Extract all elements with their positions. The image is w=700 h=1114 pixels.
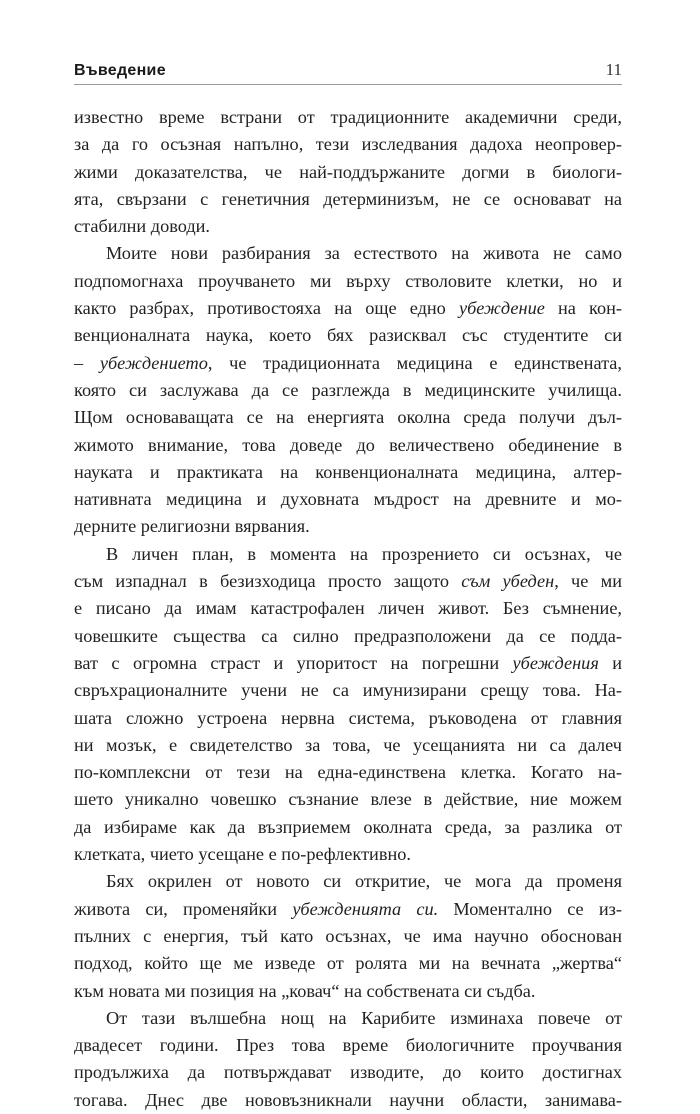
emphasis: убеждения xyxy=(512,652,599,673)
text-line: жимото внимание, това доведе до величествено обединение в xyxy=(74,434,622,455)
text-line: двадесет години. През това време биологичните проучвания xyxy=(74,1035,622,1056)
text-line: От тази вълшебна нощ на Карибите изминаха повече от xyxy=(106,1007,622,1028)
text-line: тогава. Днес две нововъзникнали научни области, занимава- xyxy=(74,1089,622,1110)
text-line: нативната медицина и духовната мъдрост на древните и мо- xyxy=(74,489,622,510)
text-line: както разбрах, противостояха на още едно убеждение на кон- xyxy=(74,298,622,319)
section-title: Въведение xyxy=(74,62,166,79)
text-line: към новата ми позиция на „ковач“ на собствената си съдба. xyxy=(74,980,536,1001)
emphasis: убеждението xyxy=(99,352,208,373)
page-number: 11 xyxy=(605,60,622,79)
text-line: пълних с енергия, тъй като осъзнах, че има научно обоснован xyxy=(74,925,622,946)
body-text xyxy=(74,104,622,1114)
paragraph xyxy=(74,1005,622,1114)
text-line: В личен план, в момента на прозрението си осъзнах, че xyxy=(106,543,622,564)
emphasis: съм убеден xyxy=(461,571,555,592)
text-line: която си заслужава да се разглежда в медицинските училища. xyxy=(74,379,622,400)
text-line: продължиха да потвърждават изводите, до които достигнах xyxy=(74,1062,622,1083)
text-line: по-комплексни от тези на една-единствена клетка. Когато на- xyxy=(74,762,622,783)
text-line: човешките същества са силно предразположени да се поддa- xyxy=(74,625,622,646)
text-line: подход, който ще ме изведе от ролята ми на вечната „жертва“ xyxy=(74,953,622,974)
text-line: подпомогнаха проучването ми върху стволовите клетки, но и xyxy=(74,270,622,291)
text-line: ни мозък, е свидетелство за това, че усещанията ни са далеч xyxy=(74,734,622,755)
text-line: науката и практиката на конвенционалната медицина, алтер- xyxy=(74,461,622,482)
paragraph xyxy=(74,104,622,240)
text-line: Щом основаващата се на енергията околна среда получи дъл- xyxy=(74,407,622,428)
text-line: Бях окрилен от новото си откритие, че мога да променя xyxy=(106,871,622,892)
text-line: е писано да имам катастрофален личен живот. Без съмнение, xyxy=(74,598,622,619)
text-line: венционалната наука, което бях разисквал със студентите си xyxy=(74,325,622,346)
text-line: съм изпаднал в безизходица просто защото съм убеден, че ми xyxy=(74,571,622,592)
text-line: живота си, променяйки убежденията си. Моментално се из- xyxy=(74,898,622,919)
text-line: шето уникално човешко съзнание влезе в действие, ние можем xyxy=(74,789,622,810)
emphasis: убеждение xyxy=(458,298,545,319)
header-divider xyxy=(74,84,622,85)
text-line: жими доказателства, че най-поддържаните догми в биологи- xyxy=(74,161,622,182)
text-line: ват с огромна страст и упоритост на погрешни убеждения и xyxy=(74,652,622,673)
text-line: дерните религиозни вярвания. xyxy=(74,516,310,537)
text-line: свръхрационалните учени не са имунизирани срещу това. На- xyxy=(74,680,622,701)
emphasis: убежденията си. xyxy=(292,898,439,919)
paragraph xyxy=(74,868,622,1004)
paragraph xyxy=(74,240,622,540)
text-line: – убеждението, че традиционната медицина е единствената, xyxy=(74,352,622,373)
running-header xyxy=(74,58,622,80)
text-line: клетката, чието усещане е по-рефлективно. xyxy=(74,844,411,865)
text-line: Моите нови разбирания за естеството на живота не само xyxy=(106,243,622,264)
text-line: известно време встрани от традиционните академични среди, xyxy=(74,107,622,127)
text-line: шата сложно устроена нервна система, ръководена от главния xyxy=(74,707,622,728)
text-line: за да го осъзная напълно, тези изследвания дадоха неопровер- xyxy=(74,134,622,155)
text-line: ята, свързани с генетичния детерминизъм, не се основават на xyxy=(74,188,622,209)
paragraph xyxy=(74,541,622,869)
text-line: стабилни доводи. xyxy=(74,216,211,237)
text-line: да избираме как да възприемем околната среда, за разлика от xyxy=(74,816,622,837)
